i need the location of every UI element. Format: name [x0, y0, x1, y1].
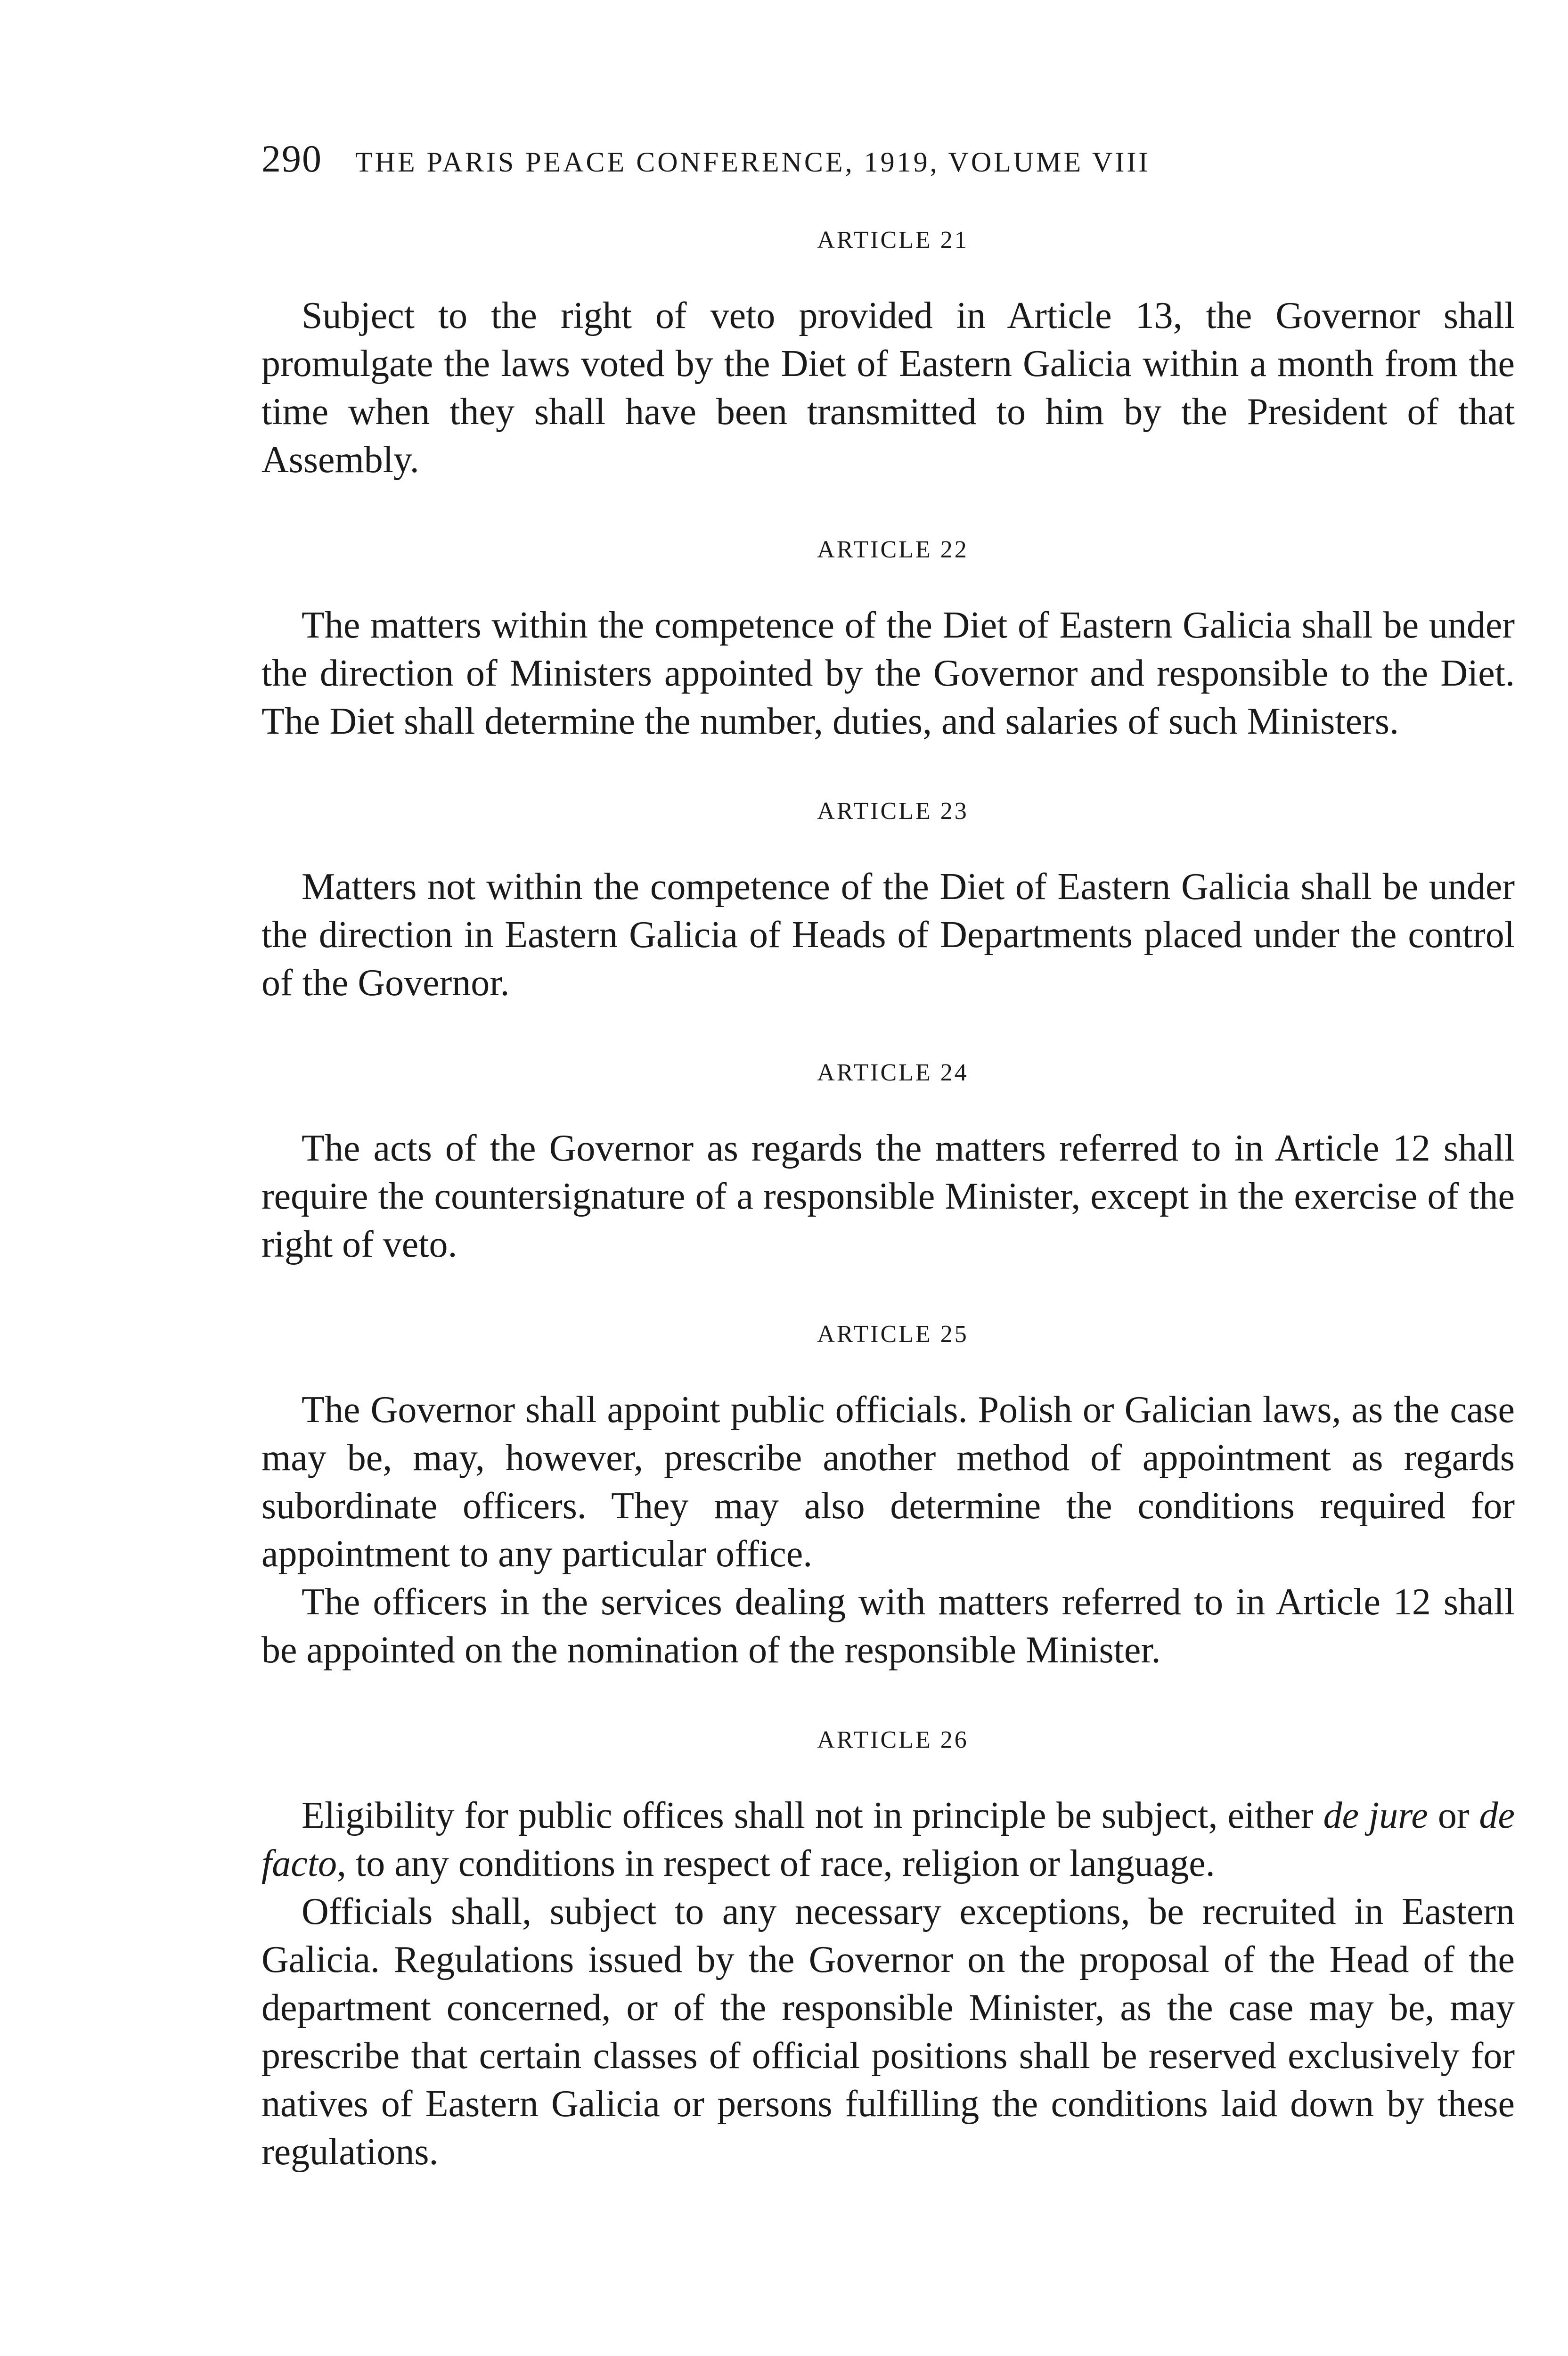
article-heading: ARTICLE 21 [817, 227, 969, 254]
article-21 [261, 226, 1515, 484]
running-head [261, 137, 1515, 193]
page-number: 290 [261, 137, 322, 180]
article-22 [261, 536, 1515, 745]
article-paragraph: The Governor shall appoint public officials. Polish or Galician laws, as the case may be, may, however, prescribe another method of appointment as regards subordinate officers. They may also determine the conditions required for appointment to any particular office. [261, 1389, 1515, 1575]
article-paragraph: The officers in the services dealing with matters referred to in Article 12 shall be appointed on the nomination of the responsible Minister. [261, 1581, 1515, 1671]
text-run: Eligibility for public offices shall not in principle be subject, either [302, 1795, 1323, 1836]
article-paragraph: The matters within the competence of the Diet of Eastern Galicia shall be under the direction of Ministers appointed by the Governor and responsible to the Diet. The Diet shall determine the number, duties, and salaries of such Ministers. [261, 605, 1515, 742]
document-page [261, 137, 1515, 2176]
article-23 [261, 797, 1515, 1007]
article-heading: ARTICLE 22 [817, 536, 969, 563]
article-paragraph: Matters not within the competence of the Diet of Eastern Galicia shall be under the direction in Eastern Galicia of Heads of Departments placed under the control of the Governor. [261, 866, 1515, 1004]
article-heading: ARTICLE 24 [817, 1059, 969, 1086]
article-24 [261, 1059, 1515, 1268]
text-run: or [1428, 1795, 1479, 1836]
article-heading: ARTICLE 23 [817, 798, 969, 825]
article-paragraph: The acts of the Governor as regards the matters referred to in Article 12 shall require the countersignature of a responsible Minister, except in the exercise of the right of veto. [261, 1128, 1515, 1265]
article-paragraph: Subject to the right of veto provided in Article 13, the Governor shall promulgate the laws voted by the Diet of Eastern Galicia within a month from the time when they shall have been transmitted to him by the President of that Assembly. [261, 295, 1515, 481]
italic-term: de jure [1323, 1795, 1428, 1836]
italic-term: de facto [261, 1795, 1515, 1884]
article-paragraph: Officials shall, subject to any necessary exceptions, be recruited in Eastern Galicia. Regulations issued by the Governor on the proposal of the Head of the department concerned, or of the responsible Minister, as the case may be, may prescribe that certain classes of official positions shall be reserved exclusively for natives of Eastern Galicia or persons fulfilling the conditions laid down by these regulations. [261, 1891, 1515, 2173]
article-26 [261, 1726, 1515, 2176]
article-heading: ARTICLE 25 [817, 1321, 969, 1348]
article-25 [261, 1320, 1515, 1674]
article-paragraph-eligibility [261, 1792, 1515, 1888]
article-heading: ARTICLE 26 [817, 1726, 969, 1753]
text-run: , to any conditions in respect of race, religion or language. [336, 1843, 1215, 1884]
running-title: THE PARIS PEACE CONFERENCE, 1919, VOLUME VIII [355, 147, 1151, 178]
